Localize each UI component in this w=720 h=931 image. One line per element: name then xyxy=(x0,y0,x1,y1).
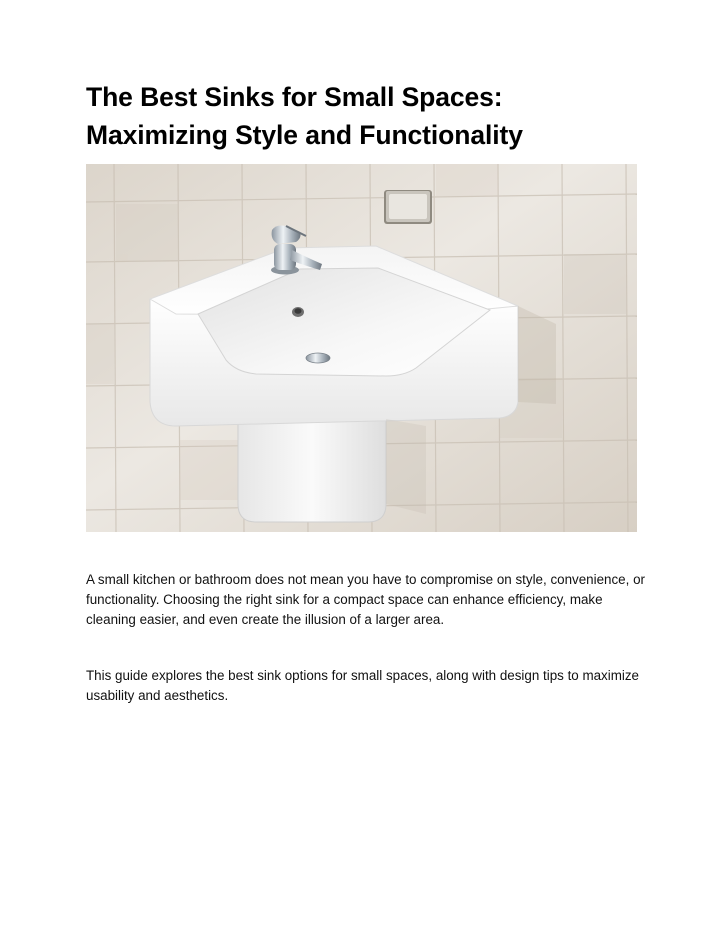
intro-paragraph: A small kitchen or bathroom does not mean you have to compromise on style, convenience, or functionality. Choosing the right sink for a compact space can enhance efficiency, make cleaning easier, and even create the illusion of a larger area. xyxy=(86,572,645,627)
sink-photo-illustration xyxy=(86,164,637,532)
guide-paragraph: This guide explores the best sink options for small spaces, along with design tips to maximize usability and aesthetics. xyxy=(86,668,640,703)
drain xyxy=(306,353,330,363)
flush-plate xyxy=(384,190,432,224)
article-title: The Best Sinks for Small Spaces: Maximizing Style and Functionality xyxy=(86,82,523,150)
hero-image xyxy=(86,164,637,532)
